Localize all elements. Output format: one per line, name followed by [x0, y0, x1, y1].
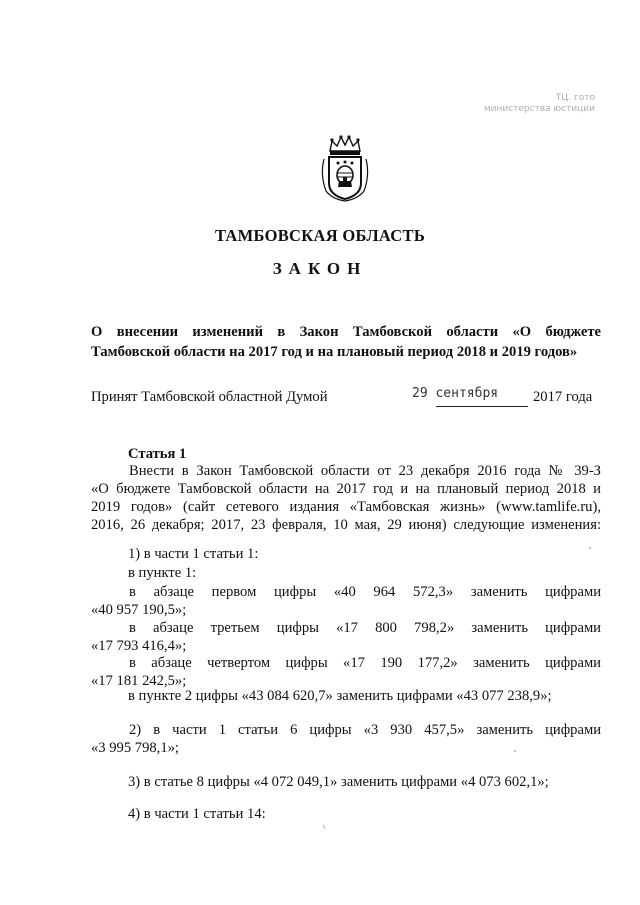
tambov-coat-of-arms-icon: [318, 135, 372, 203]
clause-3-line-1: в абзаце четвертом цифры «17 190 177,2» заменить цифрами: [129, 655, 601, 671]
adopted-by: Принят Тамбовской областной Думой: [91, 389, 328, 405]
clause-3-line-2: «17 181 242,5»;: [91, 673, 187, 689]
clause-2-line-2: «17 793 416,4»;: [91, 638, 187, 654]
item-1-point-2: в пункте 2 цифры «43 084 620,7» заменить цифрами «43 077 238,9»;: [128, 688, 552, 704]
date-underline: [436, 406, 528, 407]
item-2-line-2: «3 995 798,1»;: [91, 740, 179, 756]
stamp-line-1: ТЦ. гото: [555, 93, 595, 103]
clause-1-line-1: в абзаце первом цифры «40 964 572,3» заменить цифрами: [129, 584, 601, 600]
clause-2-line-1: в абзаце третьем цифры «17 800 798,2» заменить цифрами: [129, 620, 601, 636]
intro-line-1: Внести в Закон Тамбовской области от 23 декабря 2016 года № 39-З: [129, 463, 601, 479]
item-3: 3) в статье 8 цифры «4 072 049,1» заменить цифрами «4 073 602,1»;: [128, 774, 549, 790]
intro-line-2: «О бюджете Тамбовской области на 2017 год и на плановый период 2018 и: [91, 481, 601, 497]
region-title: ТАМБОВСКАЯ ОБЛАСТЬ: [214, 226, 426, 245]
law-subject-line-2: Тамбовской области на 2017 год и на плановый период 2018 и 2019 годов»: [91, 344, 578, 360]
item-1-clause-3: [91, 654, 601, 690]
adoption-date-handwritten: 29 сентября: [412, 386, 499, 401]
law-subject-line-1: О внесении изменений в Закон Тамбовской области «О бюджете: [91, 324, 601, 340]
stamp-line-2: министерства юстиции: [483, 104, 595, 114]
adoption-year: 2017 года: [533, 389, 593, 405]
item-1-clause-2: [91, 619, 601, 655]
clause-1-line-2: «40 957 190,5»;: [91, 602, 187, 618]
item-1-clause-1: [91, 583, 601, 619]
intro-line-3: 2019 годов» (сайт сетевого издания «Тамбовская жизнь» (www.tamlife.ru),: [91, 499, 601, 515]
item-2-line-1: 2) в части 1 статьи 6 цифры «3 930 457,5» заменить цифрами: [129, 722, 601, 738]
item-1-sub: в пункте 1:: [128, 565, 197, 581]
article-1-heading: Статья 1: [128, 446, 187, 462]
item-2: [91, 721, 601, 757]
intro-line-4: 2016, 26 декабря; 2017, 23 февраля, 10 мая, 29 июня) следующие изменения:: [91, 517, 601, 533]
adoption-date-field: [400, 388, 530, 408]
law-subject: [91, 322, 601, 362]
article-1-intro: [91, 462, 601, 534]
item-4: 4) в части 1 статьи 14:: [128, 806, 266, 822]
registration-stamp: [455, 93, 595, 115]
document-type: ЗАКОН: [272, 259, 368, 278]
item-1-head: 1) в части 1 статьи 1:: [128, 546, 259, 562]
